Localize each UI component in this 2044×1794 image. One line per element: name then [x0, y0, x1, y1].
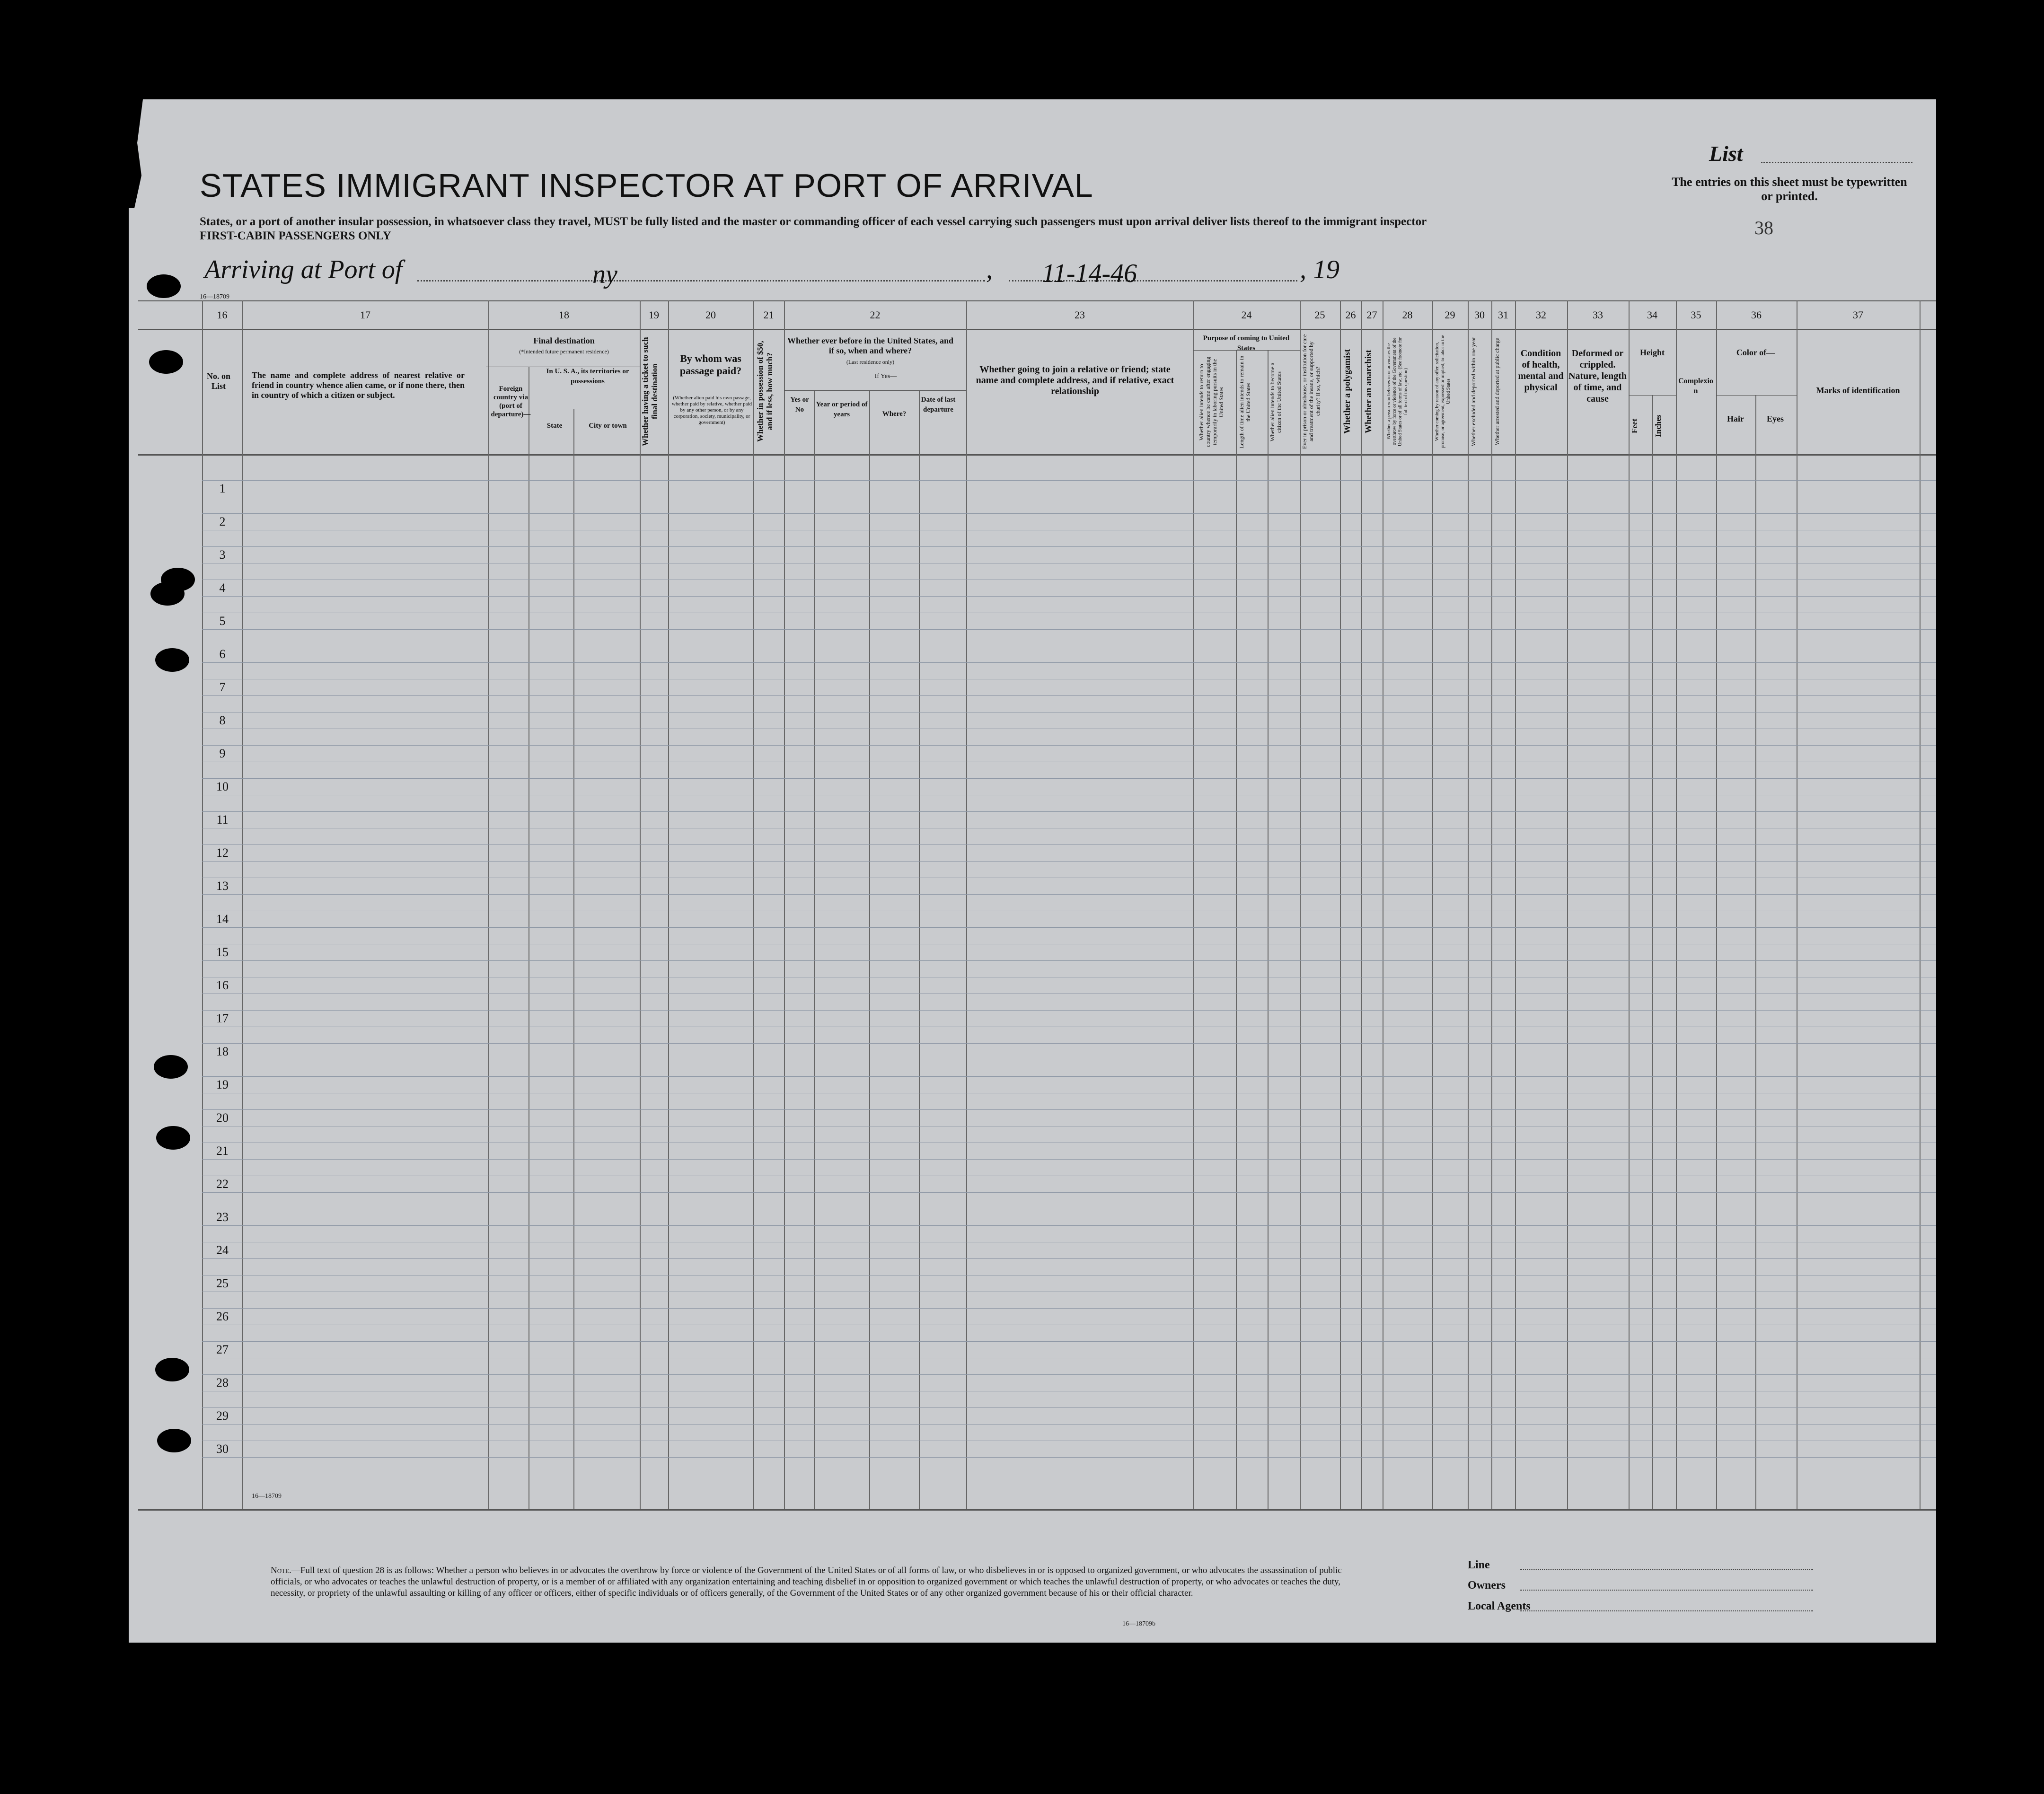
sheet-number: 38: [1754, 217, 1773, 238]
header-polygamist: Whether a polygamist: [1342, 349, 1352, 434]
column-number: 35: [1691, 309, 1701, 321]
row-number: 22: [216, 1177, 229, 1191]
header-last-residence: (Last residence only): [846, 359, 895, 365]
form-code-bottom: 16—18709: [252, 1493, 282, 1500]
column-rule: [1340, 300, 1341, 1509]
row-rule: [202, 844, 1936, 845]
header-question-28: Whether a person who believes in or advocates the overthrow by force or violence of the Government of the United States or of all forms of law, etc. (See footnote for full text of this question): [1386, 337, 1409, 446]
row-rule: [202, 1043, 1936, 1044]
column-rule: [1468, 300, 1469, 1509]
arriving-label: Arriving at Port of: [204, 255, 403, 284]
header-possession-50: Whether in possession of $50, and if less, how much?: [756, 341, 774, 442]
row-rule: [202, 811, 1936, 812]
header-final-destination: Final destination: [533, 336, 595, 345]
column-rule: [1515, 300, 1516, 1509]
row-number: 8: [219, 713, 226, 727]
row-rule: [202, 1258, 1936, 1259]
header-purpose-length: Length of time alien intends to remain in the United States: [1238, 355, 1251, 449]
column-rule: [1268, 350, 1269, 1509]
row-rule: [202, 861, 1936, 862]
column-rule: [242, 300, 243, 1509]
row-rule: [202, 1308, 1936, 1309]
punch-hole: [149, 350, 183, 374]
row-number: 5: [219, 614, 226, 628]
column-rule: [1193, 300, 1194, 1509]
header-foreign-country: Foreign country via (port of departure)—: [491, 385, 531, 418]
header-in-usa: In U. S. A., its territories or possessions: [546, 368, 629, 385]
punch-hole: [150, 582, 185, 606]
header-no-on-list: No. on List: [206, 371, 230, 391]
row-rule: [202, 513, 1936, 514]
line-label: Line: [1468, 1559, 1490, 1571]
header-inches: Inches: [1654, 414, 1663, 437]
row-rule: [202, 629, 1936, 630]
list-label: List: [1709, 141, 1743, 166]
column-rule: [640, 300, 641, 1509]
punch-hole: [154, 1055, 188, 1079]
column-number: 37: [1853, 309, 1863, 321]
header-city: City or town: [589, 422, 627, 430]
column-rule: [1567, 300, 1568, 1509]
column-rule: [573, 409, 574, 1509]
footnote-question-28: Note.—Full text of question 28 is as follows: Whether a person who believes in or advocates the overthrow by force or violence of the Government of the United States or of all forms of law, or who disbelieves in or is opposed to organized government, or who advocates the assassination of public officials, or who advocates or teaches the unlawful destruction of property, or is a member of or affiliated with any organization entertaining and teaching disbelief in or opposition to organized government or which teaches the unlawful destruction of property, or who advocates or teaches the duty, necessity, or propriety of the unlawful assaulting or killing of any officer or officers, either of specific individuals or of officers generally, of the Government of the United States or of any other organized government because of his or their official character.: [271, 1565, 1342, 1598]
column-rule: [966, 300, 967, 1509]
form-title: STATES IMMIGRANT INSPECTOR AT PORT OF ARRIVAL: [200, 167, 1093, 204]
row-rule: [202, 1225, 1936, 1226]
punch-hole: [155, 648, 189, 672]
header-arrested: Whether arrested and deported at public charge: [1494, 338, 1500, 446]
manifest-table: [138, 300, 1936, 1509]
column-rule: [1676, 300, 1677, 1509]
row-rule: [202, 1457, 1936, 1458]
row-rule: [202, 894, 1936, 895]
row-number: 23: [216, 1210, 229, 1224]
row-number: 20: [216, 1111, 229, 1125]
row-number: 26: [216, 1310, 229, 1323]
port-line: [417, 280, 985, 281]
column-number: 29: [1445, 309, 1455, 321]
column-rule: [668, 300, 669, 1509]
header-rule: [784, 390, 966, 391]
column-number: 30: [1474, 309, 1485, 321]
row-number: 29: [216, 1409, 229, 1423]
column-rule: [1716, 300, 1717, 1509]
header-ever-before-us: Whether ever before in the United States, and if so, when and where?: [787, 336, 953, 355]
column-number: 22: [870, 309, 881, 321]
row-number: 27: [216, 1343, 229, 1356]
local-agents-label: Local Agents: [1468, 1600, 1531, 1612]
row-number: 16: [216, 978, 229, 992]
class-note: FIRST-CABIN PASSENGERS ONLY: [200, 229, 391, 242]
header-ticket: Whether having a ticket to such final destination: [641, 337, 659, 446]
manifest-sheet: STATES IMMIGRANT INSPECTOR AT PORT OF ARRIVAL States, or a port of another insular possession, in whatsoever class they travel, MUST be fully listed and the master or commanding officer of each vessel carrying such passengers must upon arrival deliver lists thereof to the immigrant inspector FIRST-CABIN PASSENGERS ONLY List The entries on this sheet must be typewritten or printed. 38 Arriving at Port of ny , 11-14-46 , 19 16—18709 16 17 18 19 20 21 22 23 24 25 26 27 28 29 30 31 32 33 34 35 36 37 1 2 3 4 5 6 7 8 9 10 11 12 13 14 15 16 17 18 19 20 21 22 23 24 25 26 27 28 29 30 No. on List The name and complete address of nearest relative or friend in country whence alien came, or if none there, then in country of which a citizen or subject. Final destination (*Intended future permanent residence) Foreign country via (port of departure)— In U. S. A., its territories or possessions State City or town Whether having a ticket to such final destination By whom was passage paid? (Whether alien paid his own passage, whether paid by relative, whether paid by any other person, or by any corporation, society, municipality, or government) Whether in possession of $50, and if less, how much? Whether ever before in the United States, and if so, when and where? (Last residence only) If Yes— Yes or No Year or period of years Where? Date of last departure Whether going to join a relative or friend; state name and complete address, and if relative, exact relationship Purpose of coming to United States Whether alien intends to return to country whence he came after engaging temporarily in laboring pursuits in the United States Length of time alien intends to remain in the United States Whether alien intends to become a citizen of the United States Ever in prison or almshouse, or institution for care and treatment of the insane, or supported by charity? If so, which? Whether a polygamist Whether an anarchist Whether a person who believes in or advocates the overthrow by force or violence of the Government of the United States or of all forms of law, etc. (See footnote for full text of this question) Whether coming by reason of any offer, solicitation, promise, or agreement, expressed or implied, to labor in the United States Whether excluded and deported within one year Whether arrested and deported at public charge Condition of health, mental and physical Deformed or crippled. Nature, length of time, and cause Height Feet Inches Complexion Color of— Hair Eyes Marks of identification 16—18709 Note.—Full text of question 28 is as follows: Whether a person who believes in or advocates the overthrow by force or violence of the Government of the United States or of all forms of law, or who disbelieves in or is opposed to organized government, or who advocates the assassination of public officials, or who advocates or teaches the unlawful destruction of property, or is a member of or affiliated with any organization entertaining and teaching disbelief in or opposition to organized government or which teaches the unlawful destruction of property, or who advocates or teaches the duty, necessity, or propriety of the unlawful assaulting or killing of any officer or officers, either of specific individuals or of officers generally, of the Government of the United States or of any other organized government because of his or their official character. 16—18709b Line Owners Local Agents: [129, 99, 1936, 1643]
column-number: 26: [1345, 309, 1356, 321]
header-passage-paid: By whom was passage paid?: [679, 352, 742, 377]
column-rule: [1920, 300, 1921, 1509]
year-prefix: , 19: [1300, 255, 1339, 284]
header-year-period: Year or period of years: [816, 401, 868, 418]
column-rule: [202, 300, 203, 1509]
row-number: 30: [216, 1442, 229, 1456]
column-number: 28: [1402, 309, 1413, 321]
row-number: 4: [219, 581, 226, 595]
row-number: 1: [219, 482, 226, 495]
column-rule: [1629, 300, 1630, 1509]
header-yes-no: Yes or No: [790, 396, 809, 413]
header-color-of: Color of—: [1736, 348, 1775, 357]
row-rule: [202, 927, 1936, 928]
header-height: Height: [1640, 348, 1665, 357]
header-feet: Feet: [1630, 418, 1639, 433]
column-number: 17: [360, 309, 370, 321]
row-number: 19: [216, 1078, 229, 1091]
port-value: ny: [592, 260, 617, 289]
header-anarchist: Whether an anarchist: [1364, 350, 1374, 433]
header-eyes: Eyes: [1767, 414, 1784, 423]
row-rule: [202, 1424, 1936, 1425]
column-number: 31: [1498, 309, 1508, 321]
punch-hole: [156, 1126, 190, 1150]
column-rule: [1755, 395, 1756, 1509]
header-join-relative: Whether going to join a relative or friend; state name and complete address, and if relative, exact relationship: [976, 364, 1174, 396]
column-number: 16: [217, 309, 228, 321]
column-rule: [784, 300, 785, 1509]
row-rule: [202, 480, 1936, 481]
row-rule: [202, 596, 1936, 597]
row-number: 10: [216, 780, 229, 793]
column-rule: [1491, 300, 1492, 1509]
header-deformed: Deformed or crippled. Nature, length of time, and cause: [1568, 348, 1627, 404]
row-number: 28: [216, 1376, 229, 1389]
header-complexion: Complexion: [1678, 377, 1713, 395]
row-number: 24: [216, 1243, 229, 1257]
row-rule: [202, 778, 1936, 779]
row-rule: [202, 1341, 1936, 1342]
row-rule: [202, 960, 1936, 961]
row-number: 17: [216, 1011, 229, 1025]
column-number: 34: [1647, 309, 1657, 321]
row-rule: [202, 546, 1936, 547]
header-passage-paid-sub: (Whether alien paid his own passage, whether paid by relative, whether paid by any other person, or by any corporation, society, municipality, or government): [671, 395, 752, 425]
date-value: 11-14-46: [1042, 259, 1137, 288]
list-number-line: [1761, 162, 1912, 163]
row-number: 7: [219, 680, 226, 694]
header-prison: Ever in prison or almshouse, or institution for care and treatment of the insane, or supported by charity? If so, which?: [1301, 334, 1321, 449]
form-subtitle: States, or a port of another insular possession, in whatsoever class they travel, MUST be fully listed and the master or commanding officer of each vessel carrying such passengers must upon arrival deliver lists thereof to the immigrant inspector: [200, 215, 1427, 228]
punch-hole: [155, 1358, 189, 1381]
column-rule: [1361, 300, 1362, 1509]
header-purpose: Purpose of coming to United States: [1203, 334, 1290, 352]
column-number: 20: [705, 309, 716, 321]
row-number: 18: [216, 1045, 229, 1058]
row-number: 12: [216, 846, 229, 860]
row-rule: [202, 662, 1936, 663]
row-number: 14: [216, 912, 229, 926]
header-where: Where?: [882, 410, 907, 418]
row-rule: [202, 745, 1936, 746]
row-number: 13: [216, 879, 229, 893]
row-rule: [202, 695, 1936, 696]
punch-hole: [147, 274, 181, 298]
row-rule: [202, 1159, 1936, 1160]
column-rule: [1432, 300, 1433, 1509]
column-number: 24: [1241, 309, 1252, 321]
row-rule: [202, 1010, 1936, 1011]
header-rule: [1629, 395, 1676, 396]
column-rule: [488, 300, 489, 1509]
column-rule: [1300, 300, 1301, 1509]
form-code-note: 16—18709b: [1122, 1620, 1155, 1627]
header-excluded: Whether excluded and deported within one year: [1470, 337, 1477, 446]
column-number: 36: [1751, 309, 1762, 321]
row-number: 6: [219, 647, 226, 661]
header-marks: Marks of identification: [1816, 386, 1900, 395]
header-rule: [1716, 395, 1797, 396]
column-rule: [1652, 395, 1653, 1509]
owners-label: Owners: [1468, 1579, 1506, 1592]
row-rule: [202, 1076, 1936, 1077]
column-number: 18: [559, 309, 569, 321]
header-if-yes: If Yes—: [874, 373, 897, 380]
header-hair: Hair: [1727, 414, 1744, 423]
punch-hole: [157, 1429, 191, 1452]
row-rule: [202, 1374, 1936, 1375]
form-code-top: 16—18709: [200, 293, 229, 300]
row-rule: [202, 1407, 1936, 1408]
header-labor-offer: Whether coming by reason of any offer, solicitation, promise, or agreement, expressed or implied, to labor in the United States: [1435, 335, 1451, 448]
row-number: 11: [216, 813, 229, 827]
row-rule: [202, 1109, 1936, 1110]
header-purpose-return: Whether alien intends to return to country whence he came after engaging temporarily in laboring pursuits in the United States: [1198, 357, 1225, 448]
column-rule: [753, 300, 754, 1509]
column-number: 33: [1593, 309, 1603, 321]
column-rule: [1236, 350, 1237, 1509]
header-purpose-citizen: Whether alien intends to become a citizen of the United States: [1269, 362, 1282, 442]
header-state: State: [546, 422, 563, 430]
entries-note: The entries on this sheet must be typewritten or printed.: [1672, 175, 1907, 203]
header-final-destination-sub: (*Intended future permanent residence): [519, 348, 609, 355]
row-number: 3: [219, 548, 226, 562]
header-nearest-relative: The name and complete address of nearest relative or friend in country whence alien came, or if none there, then in country of which a citizen or subject.: [252, 370, 465, 400]
header-date-last-departure: Date of last departure: [921, 396, 956, 413]
row-number: 2: [219, 515, 226, 528]
row-rule: [202, 1192, 1936, 1193]
row-number: 15: [216, 945, 229, 959]
column-number: 23: [1075, 309, 1085, 321]
row-number: 25: [216, 1276, 229, 1290]
column-number: 19: [649, 309, 659, 321]
column-number: 32: [1536, 309, 1546, 321]
arriving-port-row: [204, 255, 402, 285]
column-number: 21: [763, 309, 774, 321]
header-health: Condition of health, mental and physical: [1518, 348, 1564, 393]
row-number: 9: [219, 747, 226, 760]
row-number: 21: [216, 1144, 229, 1158]
column-number: 27: [1366, 309, 1377, 321]
column-number: 25: [1314, 309, 1325, 321]
